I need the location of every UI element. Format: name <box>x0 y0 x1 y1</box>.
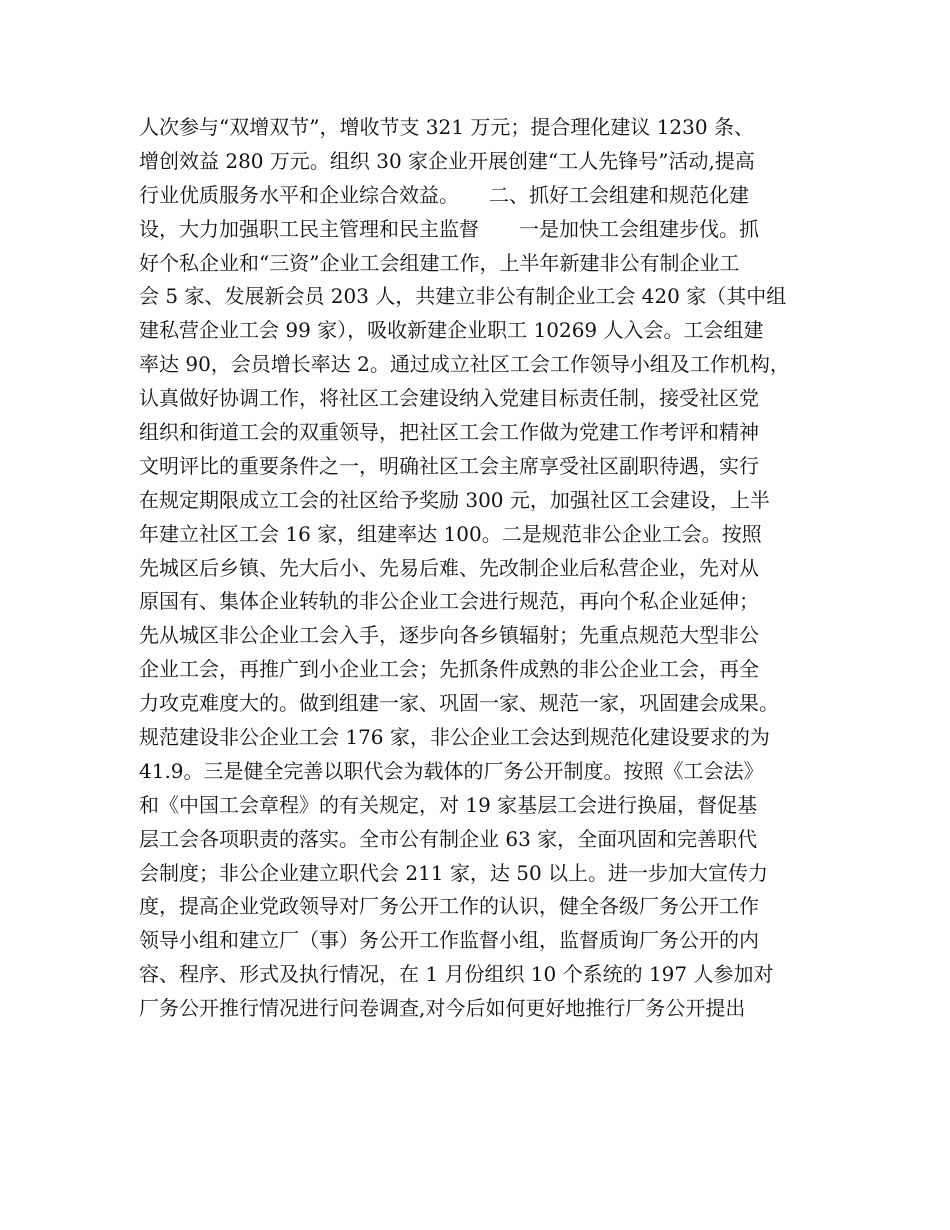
text-line: 规范建设非公企业工会 176 家，非公企业工会达到规范化建设要求的为 <box>139 725 770 750</box>
text-line: 建私营企业工会 99 家），吸收新建企业职工 10269 人入会。工会组建 <box>139 318 764 343</box>
text-line: 人次参与“双增双节”，增收节支 321 万元；提合理化建议 1230 条、 <box>139 115 754 139</box>
text-line: 41.9。三是健全完善以职代会为载体的厂务公开制度。按照《工会法》 <box>139 758 764 783</box>
text-line: 率达 90，会员增长率达 2。通过成立社区工会工作领导小组及工作机构， <box>139 352 790 377</box>
body-text <box>139 111 829 1026</box>
text-line: 领导小组和建立厂（事）务公开工作监督小组，监督质询厂务公开的内 <box>139 928 759 953</box>
text-line: 会 5 家、发展新会员 203 人，共建立非公有制企业工会 420 家（其中组 <box>139 284 787 309</box>
text-line: 容、程序、形式及执行情况，在 1 月份组织 10 个系统的 197 人参加对 <box>139 962 774 987</box>
text-line: 先城区后乡镇、先大后小、先易后难、先改制企业后私营企业，先对从 <box>139 555 759 580</box>
text-line: 先从城区非公企业工会入手，逐步向各乡镇辐射；先重点规范大型非公 <box>139 623 759 648</box>
text-line: 好个私企业和“三资”企业工会组建工作，上半年新建非公有制企业工 <box>139 250 740 275</box>
text-line: 度，提高企业党政领导对厂务公开工作的认识，健全各级厂务公开工作 <box>139 894 759 919</box>
text-line: 企业工会，再推广到小企业工会；先抓条件成熟的非公企业工会，再全 <box>139 657 759 682</box>
text-line: 认真做好协调工作，将社区工会建设纳入党建目标责任制，接受社区党 <box>139 386 759 411</box>
text-line: 原国有、集体企业转轨的非公企业工会进行规范，再向个私企业延伸； <box>139 589 759 614</box>
text-line: 年建立社区工会 16 家，组建率达 100。二是规范非公企业工会。按照 <box>139 521 762 546</box>
text-line: 层工会各项职责的落实。全市公有制企业 63 家，全面巩固和完善职代 <box>139 826 758 851</box>
text-line: 设，大力加强职工民主管理和民主监督 一是加快工会组建步伐。抓 <box>139 216 759 241</box>
text-line: 文明评比的重要条件之一，明确社区工会主席享受社区副职待遇，实行 <box>139 453 759 478</box>
text-line: 和《中国工会章程》的有关规定，对 19 家基层工会进行换届，督促基 <box>139 792 758 817</box>
text-line: 增创效益 280 万元。组织 30 家企业开展创建“工人先锋号”活动,提高 <box>139 148 755 173</box>
text-line: 会制度；非公企业建立职代会 211 家，达 50 以上。进一步加大宣传力 <box>139 860 769 885</box>
text-line: 组织和街道工会的双重领导，把社区工会工作做为党建工作考评和精神 <box>139 420 759 445</box>
text-line: 厂务公开推行情况进行问卷调查,对今后如何更好地推行厂务公开提出 <box>139 996 746 1021</box>
text-line: 行业优质服务水平和企业综合效益。 二、抓好工会组建和规范化建 <box>139 182 749 207</box>
text-line: 在规定期限成立工会的社区给予奖励 300 元，加强社区工会建设，上半 <box>139 487 770 512</box>
text-line: 力攻克难度大的。做到组建一家、巩固一家、规范一家，巩固建会成果。 <box>139 691 779 716</box>
